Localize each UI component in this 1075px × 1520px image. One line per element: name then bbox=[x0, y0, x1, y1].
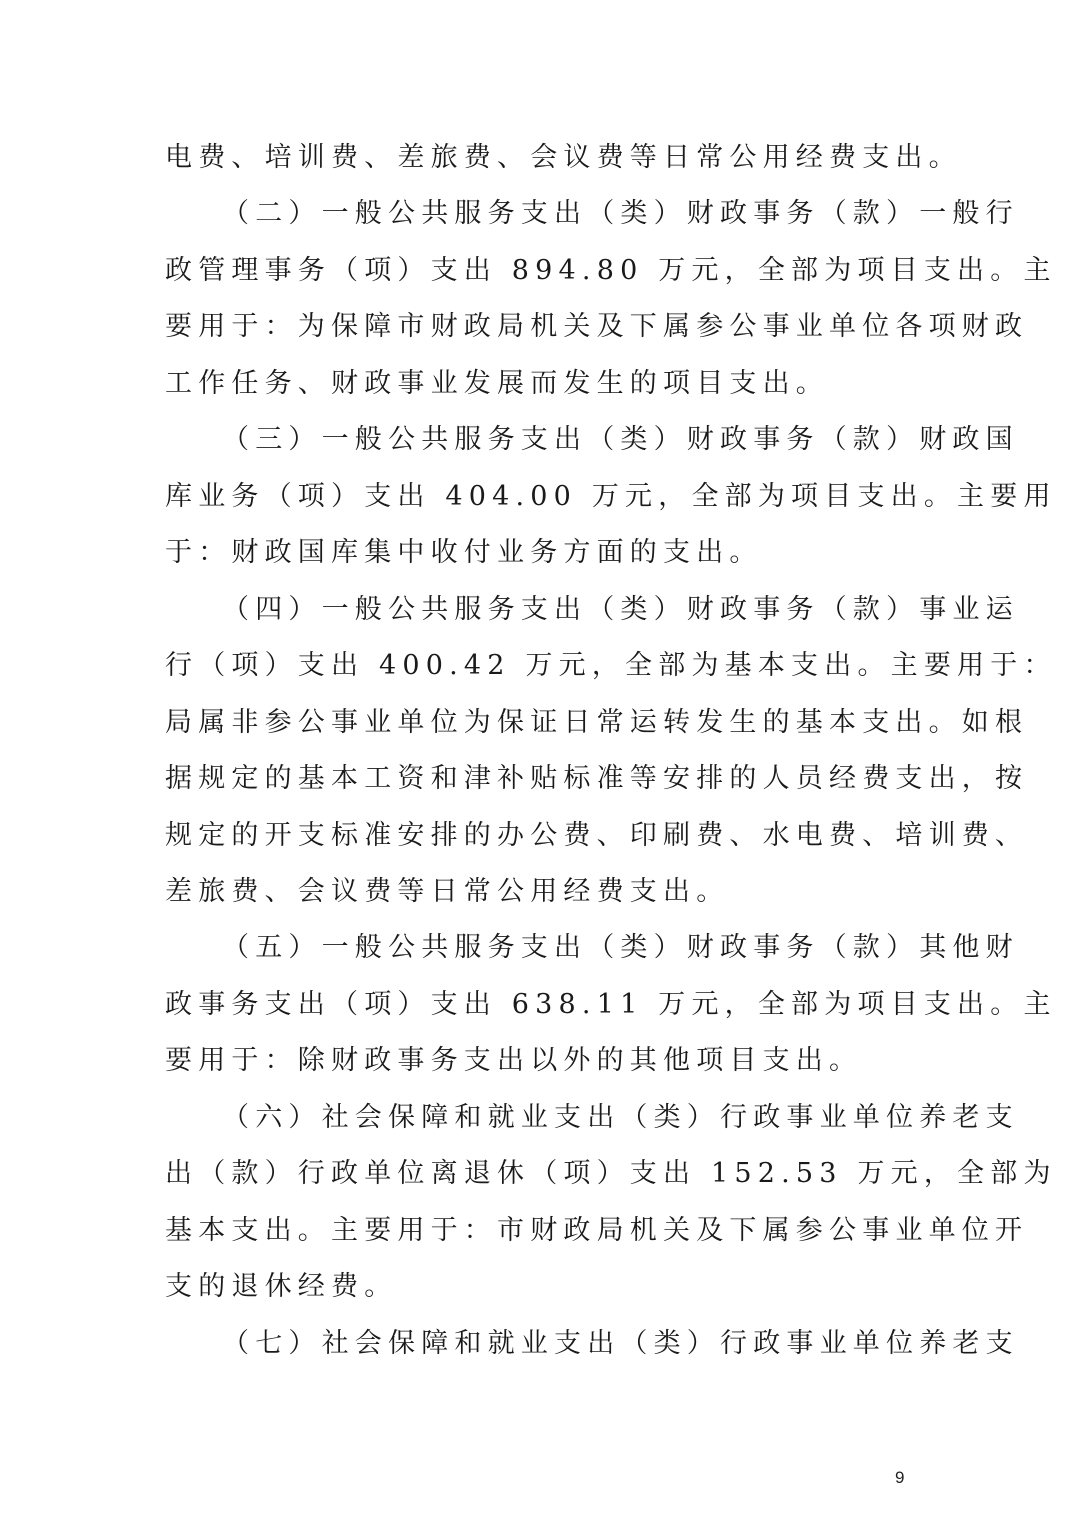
paragraph-line: 差旅费、会议费等日常公用经费支出。 bbox=[165, 876, 730, 907]
paragraph-line: 电费、培训费、差旅费、会议费等日常公用经费支出。 bbox=[165, 142, 962, 173]
paragraph-line: （二）一般公共服务支出（类）财政事务（款）一般行 bbox=[222, 198, 1019, 229]
paragraph-line: （五）一般公共服务支出（类）财政事务（款）其他财 bbox=[222, 932, 1019, 963]
paragraph-line: 于：财政国库集中收付业务方面的支出。 bbox=[165, 537, 763, 568]
paragraph-line: 政管理事务（项）支出 894.80 万元，全部为项目支出。主 bbox=[165, 255, 1057, 286]
paragraph-line: 要用于：为保障市财政局机关及下属参公事业单位各项财政 bbox=[165, 311, 1029, 342]
paragraph-line: 据规定的基本工资和津补贴标准等安排的人员经费支出，按 bbox=[165, 763, 1029, 794]
paragraph-line: 行（项）支出 400.42 万元，全部为基本支出。主要用于： bbox=[165, 650, 1057, 681]
paragraph-line: 工作任务、财政事业发展而发生的项目支出。 bbox=[165, 368, 829, 399]
paragraph-line: 规定的开支标准安排的办公费、印刷费、水电费、培训费、 bbox=[165, 820, 1029, 851]
paragraph-line: 要用于：除财政事务支出以外的其他项目支出。 bbox=[165, 1045, 863, 1076]
page-number: 9 bbox=[895, 1468, 905, 1487]
paragraph-line: 库业务（项）支出 404.00 万元，全部为项目支出。主要用 bbox=[165, 481, 1057, 512]
paragraph-line: 基本支出。主要用于：市财政局机关及下属参公事业单位开 bbox=[165, 1215, 1029, 1246]
paragraph-line: 局属非参公事业单位为保证日常运转发生的基本支出。如根 bbox=[165, 707, 1029, 738]
paragraph-line: （七）社会保障和就业支出（类）行政事业单位养老支 bbox=[222, 1328, 1019, 1359]
paragraph-line: 出（款）行政单位离退休（项）支出 152.53 万元，全部为 bbox=[165, 1158, 1057, 1189]
paragraph-line: （三）一般公共服务支出（类）财政事务（款）财政国 bbox=[222, 424, 1019, 455]
paragraph-line: （六）社会保障和就业支出（类）行政事业单位养老支 bbox=[222, 1102, 1019, 1133]
paragraph-line: 政事务支出（项）支出 638.11 万元，全部为项目支出。主 bbox=[165, 989, 1057, 1020]
paragraph-line: （四）一般公共服务支出（类）财政事务（款）事业运 bbox=[222, 594, 1019, 625]
paragraph-line: 支的退休经费。 bbox=[165, 1271, 398, 1302]
